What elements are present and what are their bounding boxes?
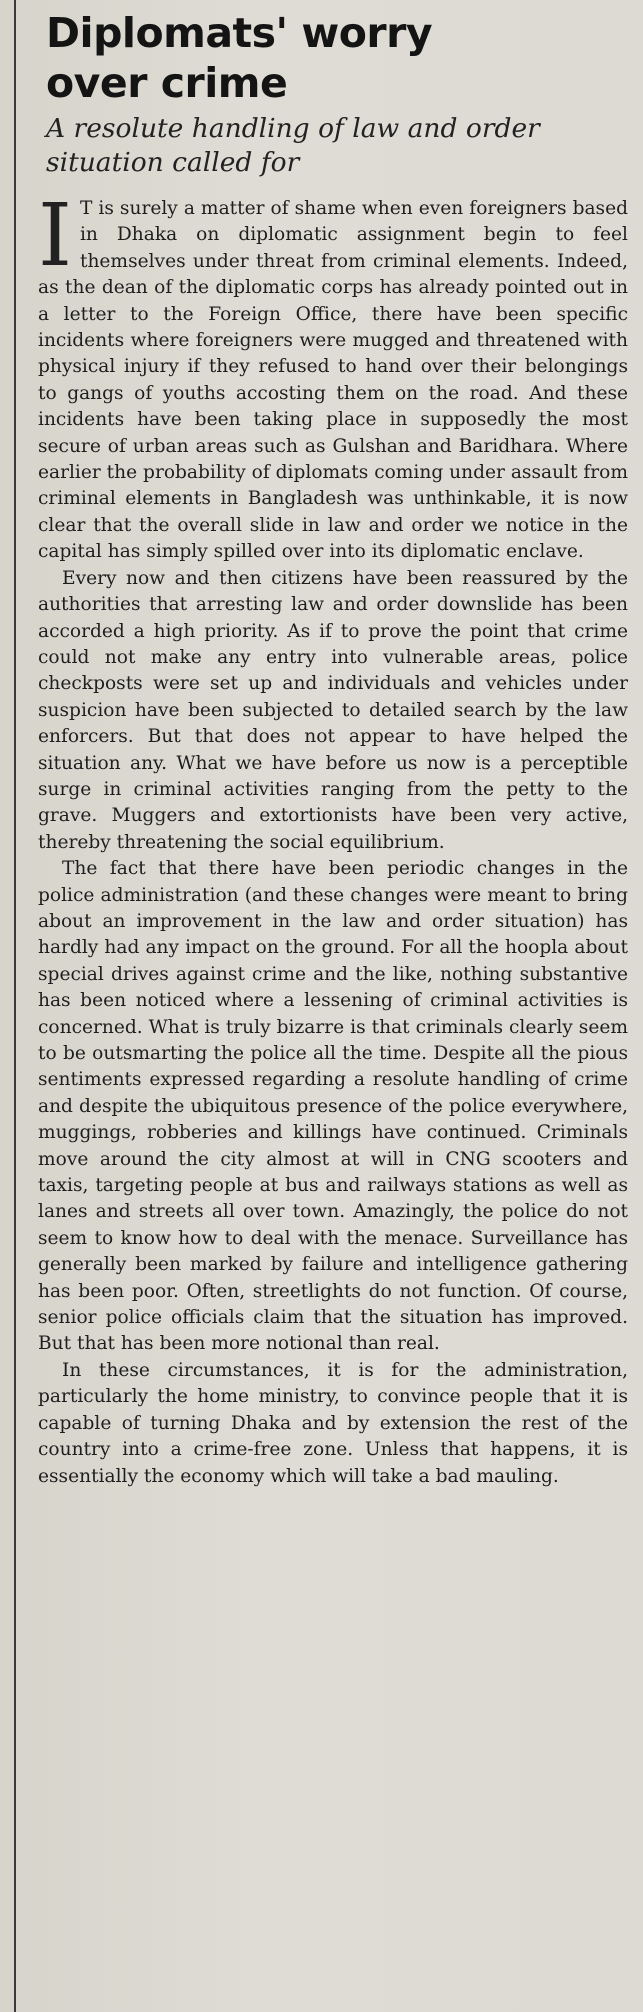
paragraph-2: Every now and then citizens have been reassured by the authorities that arresting law and order downslide has been accorded a high priority. As if to prove the point that crime could not make any entry into vulnerable areas, police checkposts were set up and individuals and vehicles under suspicion have been subjected to detailed search by the law enforcers. But that does not appear to have helped the situation any. What we have before us now is a perceptible surge in criminal activities ranging from the petty to the grave. Muggers and extortionists have been very active, thereby threatening the social equilibrium. [38, 567, 628, 853]
subheadline [46, 112, 628, 180]
paragraph-4: In these circumstances, it is for the administration, particularly the home ministry, to convince people that it is capable of turning Dhaka and by extension the rest of the country into a crime-free zone. Unless that happens, it is essentially the economy which will take a bad mauling. [38, 1359, 628, 1487]
column-rule [14, 0, 16, 2012]
drop-cap: I [38, 186, 72, 286]
paragraph-3: The fact that there have been periodic changes in the police administration (and these changes were meant to bring about an improvement in the law and order situation) has hardly had any impact on the ground. For all the hoopla about special drives against crime and the like, nothing substantive has been noticed where a lessening of criminal activities is concerned. What is truly bizarre is that criminals clearly seem to be outsmarting the police all the time. Despite all the pious sentiments expressed regarding a resolute handling of crime and despite the ubiquitous presence of the police everywhere, muggings, robberies and killings have continued. Criminals move around the city almost at will in CNG scooters and taxis, targeting people at bus and railways stations as well as lanes and streets all over town. Amazingly, the police do not seem to know how to deal with the menace. Surveillance has generally been marked by failure and intelligence gathering has been poor. Often, streetlights do not function. Of course, senior police officials claim that the situation has improved. But that has been more notional than real. [38, 858, 628, 1355]
article-body [28, 186, 628, 1490]
headline-line-1: Diplomats' worry [46, 9, 433, 57]
editorial-article [28, 8, 628, 1490]
headline [46, 8, 628, 108]
headline-line-2: over crime [46, 59, 288, 107]
subheadline-line-1: A resolute handling of law and order [46, 113, 540, 144]
subheadline-line-2: situation called for [46, 147, 300, 178]
paragraph-1 [38, 186, 628, 566]
paragraph-1-text: T is surely a matter of shame when even foreigners based in Dhaka on diplomatic assignment begin to feel themselves under threat from criminal elements. Indeed, as the dean of the diplomatic corps has already pointed out in a letter to the Foreign Office, there have been specific incidents where foreigners were mugged and threatened with physical injury if they refused to hand over their belongings to gangs of youths accosting them on the road. And these incidents have been taking place in supposedly the most secure of urban areas such as Gulshan and Baridhara. Where earlier the probability of diplomats coming under assault from criminal elements in Bangladesh was unthinkable, it is now clear that the overall slide in law and order we notice in the capital has simply spilled over into its diplomatic enclave. [38, 198, 628, 563]
